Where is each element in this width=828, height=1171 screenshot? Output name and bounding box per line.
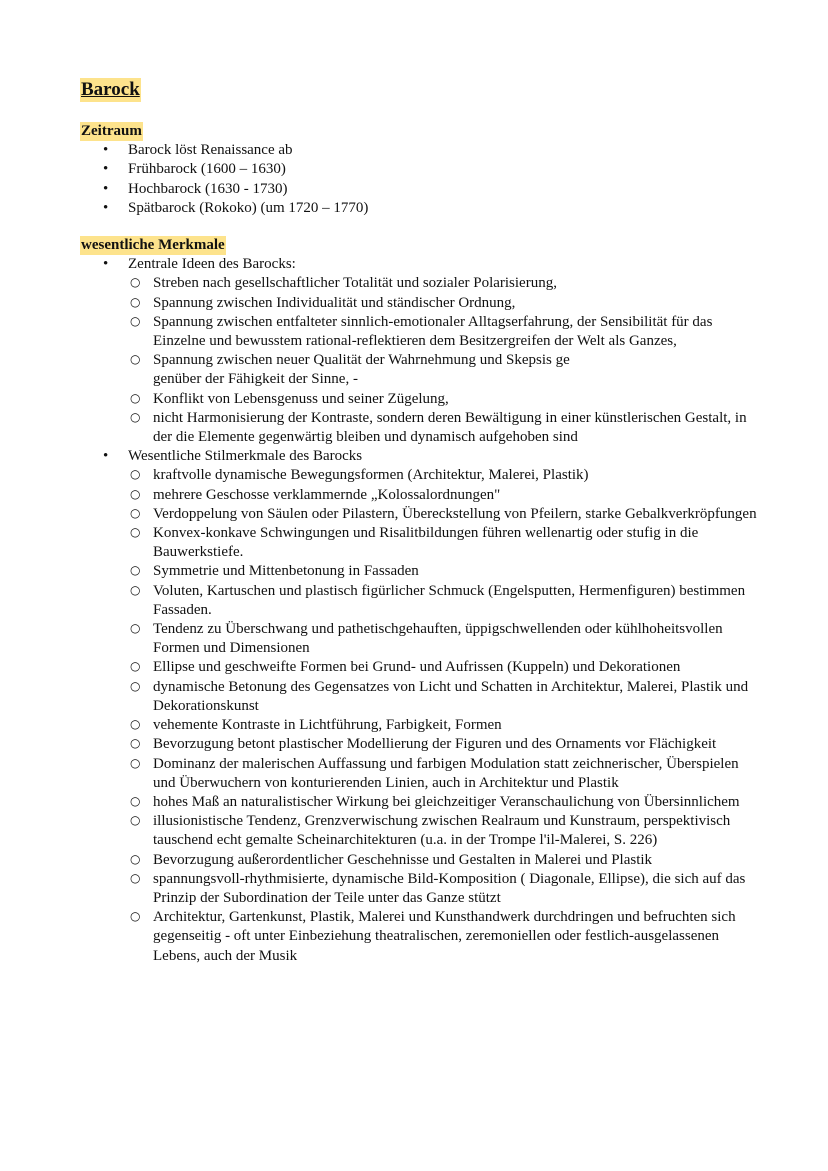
bullet-icon: • [103,161,109,178]
sublist-item [128,466,760,485]
sublist-item-text: Verdoppelung von Säulen oder Pilastern, Übereckstellung von Pfeilern, starke Gebalkverkröpfungen [153,505,757,522]
circle-bullet-icon: ○ [130,505,141,520]
circle-bullet-icon: ○ [130,294,141,309]
section-merkmale [80,236,760,966]
bullet-icon: • [103,199,109,216]
sublist-item-text: spannungsvoll-rhythmisierte, dynamische Bild-Komposition ( Diagonale, Ellipse), die sich auf das Prinzip der Subordination der Teile unter das Ganze stützt [153,870,746,906]
merkmale-list [80,255,760,966]
section-zeitraum [80,122,760,218]
section-heading-zeitraum: Zeitraum [81,123,142,139]
circle-bullet-icon: ○ [130,525,141,540]
circle-bullet-icon: ○ [130,793,141,808]
zeitraum-list [80,141,760,218]
section-heading-merkmale: wesentliche Merkmale [81,237,225,254]
circle-bullet-icon: ○ [130,409,141,424]
sublist-item [128,793,760,812]
sublist-item-text: Streben nach gesellschaftlicher Totalität und sozialer Polarisierung, [153,275,557,292]
sublist-item [128,908,760,966]
circle-bullet-icon: ○ [130,717,141,732]
circle-bullet-icon: ○ [130,870,141,885]
sublist-item [128,735,760,754]
sublist-item-text: Symmetrie und Mittenbetonung in Fassaden [153,563,419,580]
sublist-item [128,582,760,620]
circle-bullet-icon: ○ [130,313,141,328]
sublist-item-text: hohes Maß an naturalistischer Wirkung bei gleichzeitiger Veranschaulichung von Übersinnlichem [153,793,740,810]
list-item-text: Spätbarock (Rokoko) (um 1720 – 1770) [128,199,369,216]
list-item-text: Hochbarock (1630 - 1730) [128,180,288,197]
circle-bullet-icon: ○ [130,621,141,636]
sublist-item [128,812,760,850]
sublist-item-text: vehemente Kontraste in Lichtführung, Farbigkeit, Formen [153,717,502,734]
page-title: Barock [81,79,140,100]
list-item-text: Barock löst Renaissance ab [128,142,293,159]
sublist-item-text: illusionistische Tendenz, Grenzverwischung zwischen Realraum und Kunstraum, perspektivisch tauschend echt gemalte Scheinarchitekturen (u.a. in der Trompe l'il-Malerei, S. 226) [153,813,731,849]
list-item [80,180,760,199]
sublist-item-text: nicht Harmonisierung der Kontraste, sondern deren Bewältigung in einer künstlerischen Gestalt, in der die Elemente gegenwärtig bleiben und dynamisch aufgehoben sind [153,409,747,446]
sublist-item [128,390,760,409]
sublist-item-text: Konflikt von Lebensgenuss und seiner Zügelung, [153,390,449,407]
sublist-item [128,716,760,735]
circle-bullet-icon: ○ [130,736,141,751]
bullet-icon: • [103,256,109,273]
sublist-item [128,851,760,870]
sublist-item-text: Bevorzugung betont plastischer Modellierung der Figuren und des Ornaments vor Flächigkeit [153,736,717,753]
group-label: Wesentliche Stilmerkmale des Barocks [128,448,363,465]
sublist-item [128,351,760,389]
sublist-item-text: Voluten, Kartuschen und plastisch figürlicher Schmuck (Engelsputten, Hermenfiguren) bestimmen Fassaden. [153,582,746,618]
sublist-item [128,562,760,581]
sublist-item [128,274,760,293]
group-label: Zentrale Ideen des Barocks: [128,256,296,273]
sublist-item [128,313,760,351]
sublist-item-text: Architektur, Gartenkunst, Plastik, Malerei und Kunsthandwerk durchdringen und befruchten sich gegenseitig - oft unter Einbeziehung theatralischen, zeremoniellen oder festlich-ausgelassenen Lebens, auch der Musik [153,909,736,964]
sublist-item [128,658,760,677]
sublist-item-text: Spannung zwischen entfalteter sinnlich-emotionaler Alltagserfahrung, der Sensibilität für das Einzelne und bewusstem rational-reflektieren dem Besitzergreifen der Welt als Ganzes, [153,313,713,350]
circle-bullet-icon: ○ [130,851,141,866]
list-item [80,141,760,160]
circle-bullet-icon: ○ [130,909,141,924]
sublist-item [128,870,760,908]
circle-bullet-icon: ○ [130,275,141,290]
circle-bullet-icon: ○ [130,467,141,482]
circle-bullet-icon: ○ [130,582,141,597]
list-item [80,447,760,965]
list-item [80,160,760,179]
sublist [128,466,760,965]
sublist-item-text: Spannung zwischen neuer Qualität der Wahrnehmung und Skepsis ge genüber der Fähigkeit der Sinne, - [153,352,570,388]
list-item [80,255,760,447]
sublist-item-text: Spannung zwischen Individualität und ständischer Ordnung, [153,294,516,311]
sublist-item [128,505,760,524]
sublist-item-text: Konvex-konkave Schwingungen und Risalitbildungen führen wellenartig oder stufig in die Bauwerkstiefe. [153,525,699,561]
sublist-item-text: mehrere Geschosse verklammernde „Kolossalordnungen" [153,486,501,503]
sublist-item [128,409,760,447]
circle-bullet-icon: ○ [130,813,141,828]
circle-bullet-icon: ○ [130,352,141,367]
bullet-icon: • [103,180,109,197]
sublist-item [128,294,760,313]
sublist-item-text: kraftvolle dynamische Bewegungsformen (Architektur, Malerei, Plastik) [153,467,589,484]
sublist-item [128,486,760,505]
sublist-item [128,755,760,793]
circle-bullet-icon: ○ [130,390,141,405]
circle-bullet-icon: ○ [130,678,141,693]
sublist-item-text: Bevorzugung außerordentlicher Geschehnisse und Gestalten in Malerei und Plastik [153,851,653,868]
sublist-item [128,678,760,716]
sublist-item-text: Tendenz zu Überschwang und pathetischgehauften, üppigschwellenden oder kühlhoheitsvollen Formen und Dimensionen [153,621,723,657]
circle-bullet-icon: ○ [130,659,141,674]
sublist-item-text: dynamische Betonung des Gegensatzes von Licht und Schatten in Architektur, Malerei, Plastik und Dekorationskunst [153,678,749,714]
sublist [128,274,760,447]
sublist-item-text: Dominanz der malerischen Auffassung und farbigen Modulation statt zeichnerischer, Überspielen und Überwuchern von konturierenden Linien, auch in Architektur und Plastik [153,755,739,791]
sublist-item [128,620,760,658]
list-item [80,199,760,218]
document-page [80,78,760,966]
bullet-icon: • [103,142,109,159]
circle-bullet-icon: ○ [130,755,141,770]
circle-bullet-icon: ○ [130,563,141,578]
circle-bullet-icon: ○ [130,486,141,501]
sublist-item [128,524,760,562]
bullet-icon: • [103,448,109,465]
sublist-item-text: Ellipse und geschweifte Formen bei Grund- und Aufrissen (Kuppeln) und Dekorationen [153,659,681,676]
list-item-text: Frühbarock (1600 – 1630) [128,161,286,178]
